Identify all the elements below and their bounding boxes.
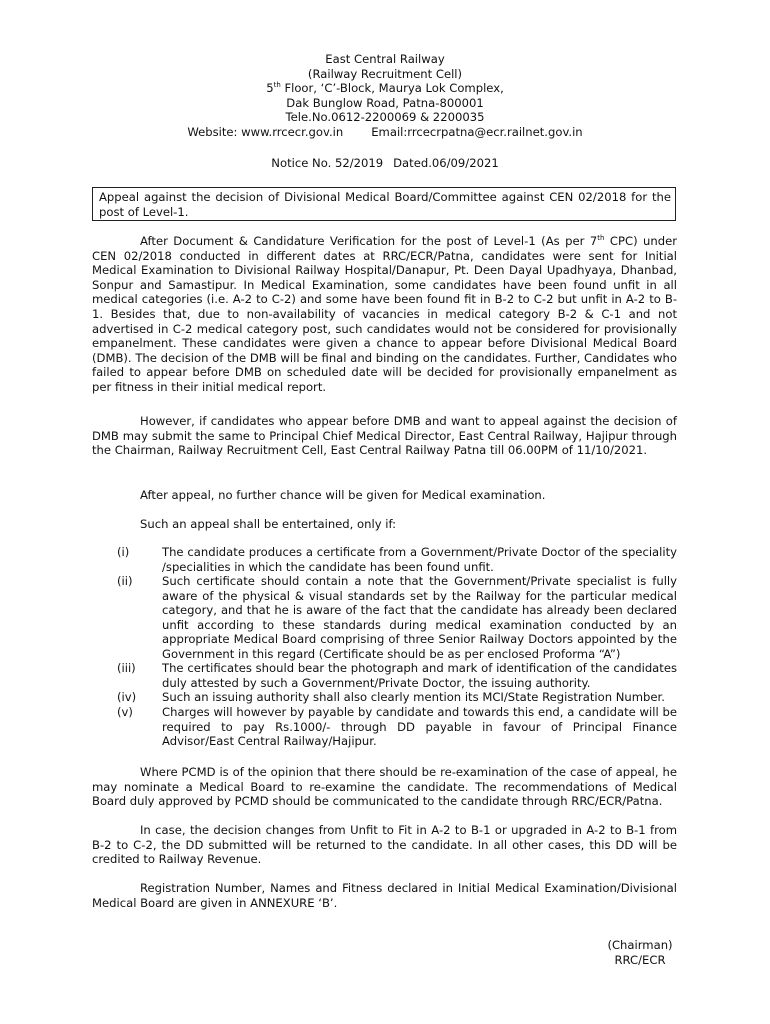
paragraph-dv-medical — [92, 234, 677, 395]
letterhead — [0, 52, 770, 139]
web-email-line — [0, 125, 770, 140]
website-link[interactable]: Website: www.rrcecr.gov.in — [187, 124, 344, 139]
paragraph-conditions-intro: Such an appeal shall be entertained, only if: — [140, 517, 397, 531]
notice-number: Notice No. 52/2019 — [271, 156, 384, 170]
notice-line — [0, 156, 770, 171]
paragraph-dv-text-1: After Document & Candidature Verification for the post of Level-1 (As per 7 — [140, 234, 598, 248]
cpc-suffix: th — [597, 234, 605, 243]
condition-text: The candidate produces a certificate from a Government/Private Doctor of the speciality /specialities in which the candidate has been found unfit. — [162, 545, 677, 574]
floor-rest: Floor, ‘C’-Block, Maurya Lok Complex, — [280, 81, 504, 95]
signatory-office: RRC/ECR — [614, 953, 666, 967]
subject-box: Appeal against the decision of Divisional Medical Board/Committee against CEN 02/2018 for the post of Level-1. — [92, 187, 676, 221]
condition-text: Such an issuing authority shall also clearly mention its MCI/State Registration Number. — [162, 690, 665, 704]
condition-number: (v) — [117, 705, 133, 719]
condition-number: (i) — [117, 545, 130, 559]
telephone: Tele.No.0612-2200069 & 2200035 — [285, 110, 485, 124]
paragraph-annexure: Registration Number, Names and Fitness declared in Initial Medical Examination/Divisional Medical Board are given in ANNEXURE ‘B’. — [92, 881, 677, 910]
notice-date: Dated.06/09/2021 — [393, 156, 499, 170]
org-name: East Central Railway — [325, 52, 445, 66]
address-floor — [0, 81, 770, 96]
address-road: Dak Bunglow Road, Patna-800001 — [286, 95, 484, 110]
condition-number: (iv) — [117, 690, 137, 704]
floor-suffix: th — [273, 81, 281, 90]
condition-text: The certificates should bear the photograph and mark of identification of the candidates duly attested by such a Government/Private Doctor, the issuing authority. — [162, 661, 677, 690]
signatory-title: (Chairman) — [607, 938, 673, 952]
paragraph-appeal-submission: However, if candidates who appear before DMB and want to appeal against the decision of DMB may submit the same to Principal Chief Medical Director, East Central Railway, Hajipur through the Chairman, Railway Recruitment Cell, East Central Railway Patna till 06.00PM of 11/10/2021. — [92, 414, 677, 458]
signature-block — [590, 938, 690, 968]
condition-number: (ii) — [117, 574, 133, 588]
condition-text: Such certificate should contain a note that the Government/Private specialist is fully aware of the physical & visual standards set by the Railway for the particular medical category, and that he is aware of the fact that the candidate has already been declared unfit according to these standards during medical examination conducted by an appropriate Medical Board comprising of three Senior Railway Doctors appointed by the Government in this regard (Certificate should be as per enclosed Proforma “A”) — [162, 574, 677, 661]
paragraph-dv-text-2: CPC) under CEN 02/2018 conducted in different dates at RRC/ECR/Patna, candidates were sent for Initial Medical Examination to Divisional Railway Hospital/Danapur, Pt. Deen Dayal Upadhyaya, Dhanbad, Sonpur and Samastipur. In Medical Examination, some candidates have been found unfit in all medical categories (i.e. A-2 to C-2) and some have been found fit in B-2 to C-2 but unfit in A-2 to B-1. Besides that, due to non-availability of vacancies in medical category B-2 & C-1 and not advertised in C-2 medical category post, such candidates would not be considered for provisionally empanelment. These candidates were given a chance to appear before Divisional Medical Board (DMB). The decision of the DMB will be final and binding on the candidates. Further, Candidates who failed to appear before DMB on scheduled date will be decided for provisionally empanelment as per fitness in their initial medical report. — [92, 234, 678, 394]
paragraph-dd-refund: In case, the decision changes from Unfit to Fit in A-2 to B-1 or upgraded in A-2 to B-1 from B-2 to C-2, the DD submitted will be returned to the candidate. In all other cases, this DD will be credited to Railway Revenue. — [92, 823, 677, 867]
condition-number: (iii) — [117, 661, 136, 675]
floor-number: 5 — [266, 81, 274, 95]
paragraph-no-further-chance: After appeal, no further chance will be given for Medical examination. — [140, 488, 546, 502]
cell-name: (Railway Recruitment Cell) — [307, 66, 463, 81]
email-link[interactable]: Email:rrcecrpatna@ecr.railnet.gov.in — [371, 124, 583, 139]
condition-text: Charges will however by payable by candidate and towards this end, a candidate will be required to pay Rs.1000/- through DD payable in favour of Principal Finance Advisor/East Central Railway/Hajipur. — [162, 705, 677, 749]
paragraph-re-examination: Where PCMD is of the opinion that there should be re-examination of the case of appeal, he may nominate a Medical Board to re-examine the candidate. The recommendations of Medical Board duly approved by PCMD should be communicated to the candidate through RRC/ECR/Patna. — [92, 765, 677, 809]
